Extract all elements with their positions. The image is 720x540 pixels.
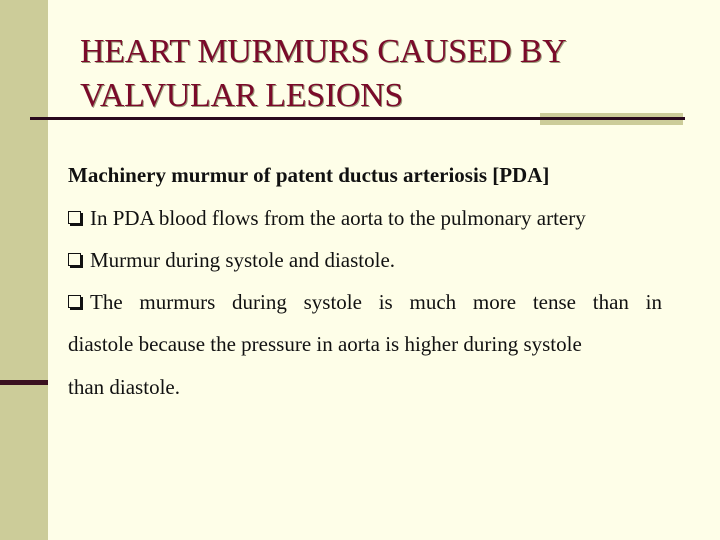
bullet-text: In PDA blood flows from the aorta to the pulmonary artery (90, 206, 586, 230)
bullet-item (68, 197, 662, 239)
left-side-bar (0, 0, 48, 540)
title-underline-accent (540, 113, 683, 125)
slide-body (68, 153, 662, 409)
checkbox-bullet-icon (68, 211, 81, 224)
checkbox-bullet-icon (68, 253, 81, 266)
left-accent-line (0, 380, 48, 385)
bullet-text: Murmur during systole and diastole. (90, 248, 396, 272)
slide-title: HEART MURMURS CAUSED BY VALVULAR LESIONS (80, 33, 566, 114)
bullet-text: The murmurs during systole is much more tense than in (90, 290, 662, 314)
continuation-line: than diastole. (68, 375, 180, 399)
section-heading: Machinery murmur of patent ductus arteriosis [PDA] (68, 163, 550, 187)
bullet-item (68, 239, 662, 281)
continuation-line: diastole because the pressure in aorta is higher during systole (68, 332, 582, 356)
bullet-item (68, 281, 662, 323)
checkbox-bullet-icon (68, 295, 81, 308)
